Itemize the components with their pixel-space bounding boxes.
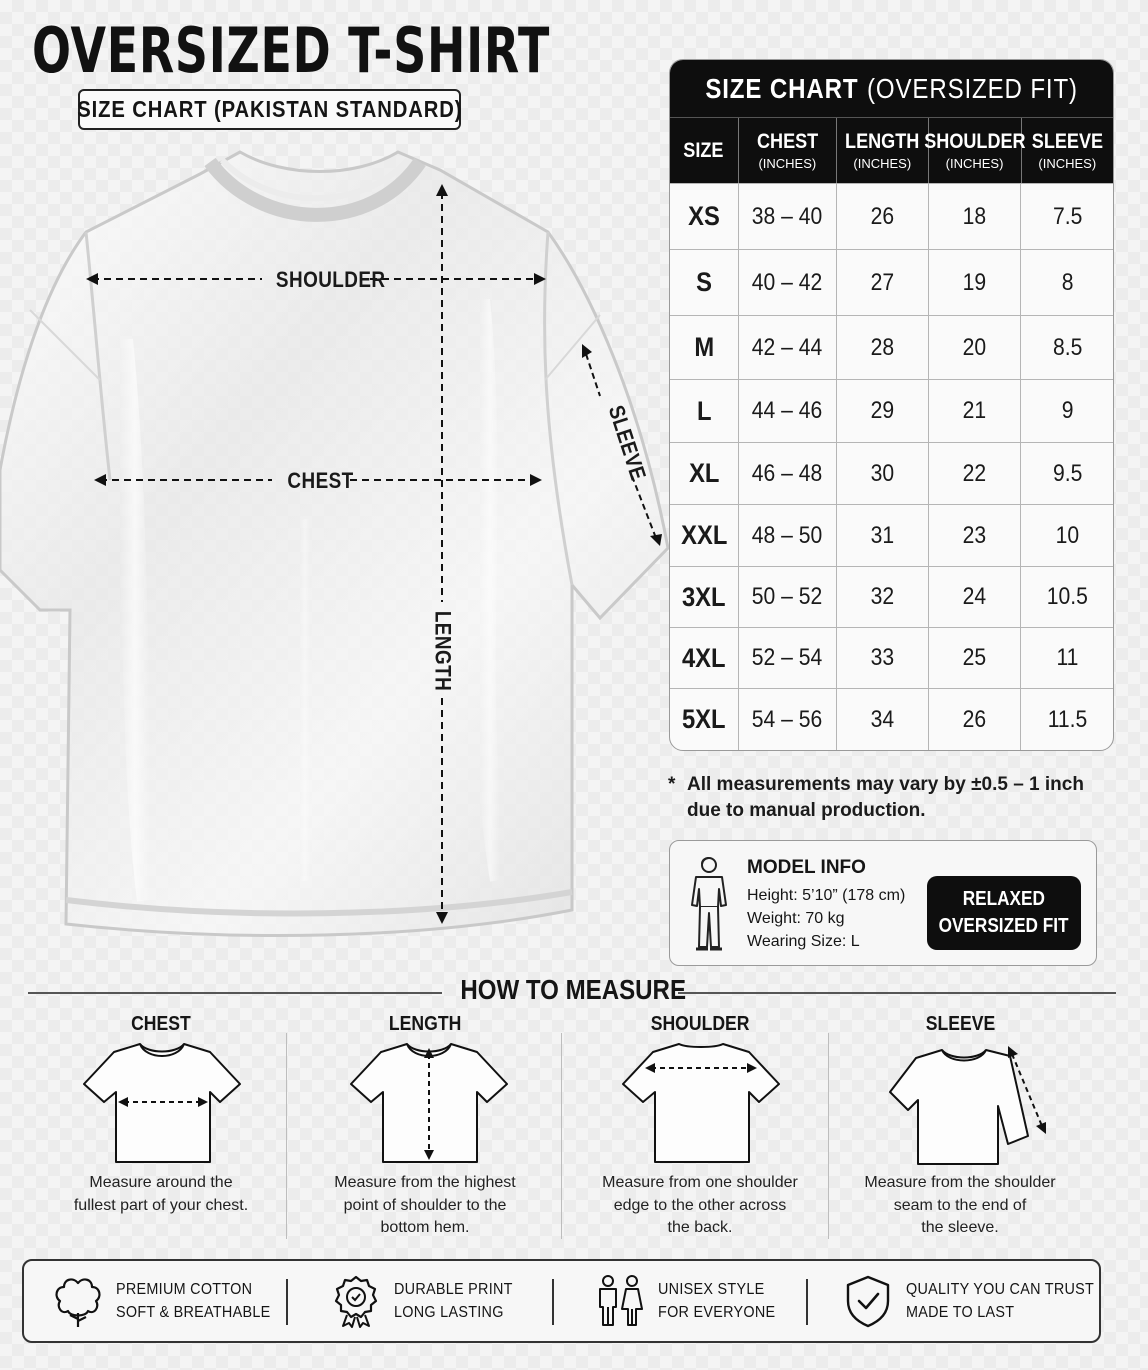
feature-2-line-1: DURABLE PRINT — [394, 1281, 513, 1298]
size-cell: S — [670, 250, 739, 315]
note-line-2: due to manual production. — [687, 800, 926, 821]
column-header-sleeve: SLEEVE (INCHES) — [1031, 130, 1103, 171]
shoulder-cell: 24 — [929, 567, 1022, 627]
fit-badge — [927, 876, 1081, 950]
table-row — [670, 183, 1113, 249]
tshirt-sleeve-icon — [888, 1040, 1058, 1170]
measure-length-title: LENGTH — [388, 1013, 462, 1035]
sleeve-cell: 9.5 — [1052, 459, 1082, 487]
size-cell: 4XL — [670, 628, 739, 688]
feature-divider — [806, 1279, 808, 1325]
model-weight: Weight: 70 kg — [747, 910, 845, 927]
chest-cell: 48 – 50 — [739, 505, 838, 566]
chest-cell: 42 – 44 — [739, 316, 838, 379]
chest-cell: 50 – 52 — [739, 567, 838, 627]
size-cell: 5XL — [670, 689, 739, 750]
measure-sleeve-description: Measure from the shoulder seam to the end of the sleeve. — [864, 1174, 1056, 1236]
feature-unisex-style — [592, 1261, 788, 1341]
shirt-illustration — [0, 140, 670, 950]
table-row — [670, 627, 1113, 688]
feature-3-line-2: FOR EVERYONE — [658, 1304, 776, 1321]
model-wearing-size: Wearing Size: L — [747, 933, 860, 950]
tshirt-shoulder-icon — [621, 1040, 781, 1165]
measure-chest — [40, 1010, 282, 1242]
measurement-note — [668, 772, 1088, 824]
measure-length — [304, 1010, 546, 1242]
shoulder-cell: 26 — [929, 689, 1022, 750]
section-divider-right — [678, 992, 1116, 994]
chest-cell: 52 – 54 — [739, 628, 838, 688]
column-header-length: LENGTH (INCHES) — [837, 118, 928, 183]
sleeve-label: SLEEVE — [603, 402, 652, 484]
page-title: OVERSIZED T-SHIRT — [32, 14, 550, 87]
chest-cell: 54 – 56 — [739, 689, 838, 750]
size-cell: L — [670, 380, 739, 442]
cotton-icon — [50, 1273, 106, 1329]
sleeve-cell: 8 — [1061, 268, 1074, 296]
shoulder-cell: 23 — [929, 505, 1022, 566]
chest-cell: 46 – 48 — [739, 443, 838, 504]
section-divider-left — [28, 992, 442, 994]
measure-shoulder — [574, 1010, 826, 1242]
feature-4-line-1: QUALITY YOU CAN TRUST — [906, 1281, 1095, 1298]
model-info-card — [669, 840, 1097, 966]
length-cell: 28 — [837, 316, 929, 379]
model-height: Height: 5’10” (178 cm) — [747, 887, 906, 904]
tshirt-length-icon — [349, 1040, 509, 1165]
table-row — [670, 379, 1113, 442]
length-cell: 31 — [837, 505, 929, 566]
sleeve-cell: 8.5 — [1052, 333, 1082, 361]
table-header-row — [670, 117, 1113, 183]
measure-chest-title: CHEST — [131, 1013, 191, 1035]
sleeve-cell: 7.5 — [1052, 202, 1082, 230]
feature-durable-print — [328, 1261, 526, 1341]
table-row — [670, 249, 1113, 315]
length-label: LENGTH — [430, 610, 456, 692]
measure-length-description: Measure from the highest point of shoulder to the bottom hem. — [334, 1174, 516, 1236]
model-figure-icon — [688, 855, 730, 953]
length-cell: 34 — [837, 689, 929, 750]
shoulder-cell: 20 — [929, 316, 1022, 379]
length-cell: 33 — [837, 628, 929, 688]
fit-badge-line-1: RELAXED — [962, 888, 1046, 910]
measure-shoulder-title: SHOULDER — [650, 1013, 750, 1035]
model-info-title: MODEL INFO — [747, 857, 866, 878]
tshirt-chest-icon — [82, 1040, 242, 1165]
feature-1-line-1: PREMIUM COTTON — [116, 1281, 253, 1298]
length-cell: 32 — [837, 567, 929, 627]
table-row — [670, 688, 1113, 750]
transparent-tshirt-image — [0, 140, 670, 950]
size-cell: XL — [670, 443, 739, 504]
column-divider — [286, 1033, 287, 1239]
feature-quality — [840, 1261, 1115, 1341]
feature-4-line-2: MADE TO LAST — [906, 1304, 1015, 1321]
chest-cell: 44 – 46 — [739, 380, 838, 442]
measure-chest-description: Measure around the fullest part of your chest. — [73, 1174, 249, 1214]
chest-label: CHEST — [287, 468, 354, 493]
column-divider — [561, 1033, 562, 1239]
length-cell: 26 — [837, 184, 929, 249]
chest-cell: 40 – 42 — [739, 250, 838, 315]
feature-3-line-1: UNISEX STYLE — [658, 1281, 765, 1298]
column-header-shoulder: SHOULDER (INCHES) — [929, 118, 1022, 183]
feature-premium-cotton — [50, 1261, 288, 1341]
size-cell: 3XL — [670, 567, 739, 627]
shoulder-cell: 18 — [929, 184, 1022, 249]
measure-shoulder-description: Measure from one shoulder edge to the other across the back. — [602, 1174, 798, 1236]
sleeve-cell: 10.5 — [1046, 583, 1088, 610]
column-header-size: SIZE — [670, 118, 739, 183]
badge-icon — [328, 1273, 384, 1329]
feature-divider — [286, 1279, 288, 1325]
column-header-chest: CHEST (INCHES) — [739, 118, 837, 183]
sleeve-cell: 9 — [1061, 397, 1074, 424]
shoulder-cell: 19 — [929, 250, 1022, 315]
table-row — [670, 566, 1113, 627]
fit-badge-line-2: OVERSIZED FIT — [939, 915, 1069, 937]
feature-divider — [552, 1279, 554, 1325]
shoulder-label: SHOULDER — [275, 267, 386, 292]
shoulder-cell: 21 — [929, 380, 1022, 442]
size-chart-title-main: SIZE CHART — [705, 72, 859, 104]
measure-sleeve-title: SLEEVE — [925, 1013, 995, 1035]
feature-2-line-2: LONG LASTING — [394, 1304, 504, 1321]
features-bar — [22, 1259, 1101, 1343]
table-row — [670, 504, 1113, 566]
column-divider — [828, 1033, 829, 1239]
length-cell: 29 — [837, 380, 929, 442]
shoulder-cell: 25 — [929, 628, 1022, 688]
length-cell: 30 — [837, 443, 929, 504]
size-cell: XXL — [670, 505, 739, 566]
chest-cell: 38 – 40 — [739, 184, 838, 249]
sleeve-cell: 11.5 — [1047, 705, 1087, 733]
shoulder-cell: 22 — [929, 443, 1022, 504]
subtitle-badge — [78, 89, 461, 130]
table-row — [670, 315, 1113, 379]
size-cell: M — [670, 316, 739, 379]
note-asterisk: * — [668, 774, 676, 795]
note-line-1: All measurements may vary by ±0.5 – 1 inch — [687, 774, 1084, 795]
shield-check-icon — [840, 1273, 896, 1329]
subtitle-text: SIZE CHART (PAKISTAN STANDARD) — [76, 96, 463, 122]
how-to-measure-title: HOW TO MEASURE — [460, 974, 687, 1005]
size-cell: XS — [670, 184, 739, 249]
table-row — [670, 442, 1113, 504]
measure-sleeve — [840, 1010, 1080, 1242]
sleeve-cell: 11 — [1056, 644, 1079, 671]
size-chart-table — [669, 59, 1114, 751]
sleeve-cell: 10 — [1055, 521, 1079, 549]
size-chart-title — [670, 60, 1113, 117]
length-cell: 27 — [837, 250, 929, 315]
unisex-icon — [592, 1273, 648, 1329]
size-chart-title-fit: (OVERSIZED FIT) — [866, 72, 1078, 104]
feature-1-line-2: SOFT & BREATHABLE — [116, 1304, 271, 1321]
